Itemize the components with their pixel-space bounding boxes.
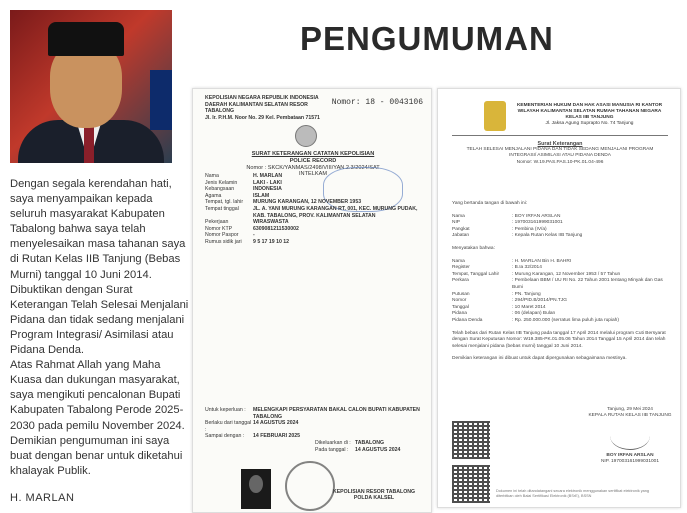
announcement-text <box>10 177 192 479</box>
field-row <box>205 173 420 180</box>
police-purpose: MELENGKAPI PERSYARATAN BAKAL CALON BUPATI KABUPATEN TABALONG <box>253 407 420 420</box>
field-row <box>452 305 670 312</box>
candidate-photo <box>10 10 172 163</box>
police-validity <box>205 407 420 453</box>
release-closing: Demikian keterangan ini dibuat untuk dapat dipergunakan sebagaimana mestinya. <box>452 356 627 362</box>
field-row <box>205 219 420 226</box>
field-row <box>452 259 670 266</box>
handwritten-signature-icon <box>610 422 650 450</box>
field-value: : Kepala Rutan Kelas IIB Tanjung <box>512 233 583 239</box>
field-value: ISLAM <box>253 192 270 199</box>
police-issued-date-label: Pada tanggal : <box>315 446 349 453</box>
police-purpose-row <box>205 407 420 420</box>
announcement-paragraph-3: Demikian pengumuman ini saya buat dengan benar untuk diketahui khalayak Publik. <box>10 434 183 477</box>
field-value: 6309081211530002 <box>253 225 299 232</box>
police-title-text: SURAT KETERANGAN CATATAN KEPOLISIAN <box>251 151 375 157</box>
ministry-logo-icon <box>484 101 506 131</box>
field-value: INDONESIA <box>253 186 282 193</box>
police-header-text: KEPOLISIAN NEGARA REPUBLIK INDONESIA DAERAH KALIMANTAN SELATAN RESOR TABALONG <box>205 95 319 114</box>
field-row <box>205 180 420 187</box>
release-sign-name: BOY IRFAN ARSLAN <box>606 453 654 458</box>
field-value: : BOY IRFAN ARSLAN <box>512 213 561 219</box>
release-footer: Dokumen ini telah ditandatangani secara elektronik menggunakan sertifikat elektronik yang diterbitkan oleh Balai Sertifikasi Elektronik (BSrE), BSSN <box>496 489 650 498</box>
field-row <box>452 265 670 272</box>
police-header <box>205 95 325 121</box>
release-header-text: KEMENTERIAN HUKUM DAN HAK ASASI MANUSIA RI KANTOR WILAYAH KALIMANTAN SELATAN RUMAH TAHANAN NEGARA KELAS IIB TANJUNG <box>516 103 663 120</box>
release-sign-title: KEPALA RUTAN KELAS IIB TANJUNG <box>588 413 672 418</box>
field-label: Tempat, Tanggal Lahir <box>452 271 500 277</box>
field-value: - <box>253 232 255 239</box>
field-label: Tanggal <box>452 304 469 310</box>
release-title <box>458 141 662 166</box>
field-value: : Pembelaan BBM / UU RI No. 22 Tahun 2001 tentang Minyak dan Gas Bumi <box>512 278 663 290</box>
field-label: Rumus sidik jari <box>205 238 242 245</box>
field-row <box>205 193 420 200</box>
field-row <box>205 186 420 193</box>
police-valid-to: 14 FEBRUARI 2025 <box>253 433 300 440</box>
page-title: PENGUMUMAN <box>300 20 554 57</box>
police-valid-from-row <box>205 420 420 433</box>
release-title-text: Surat Keterangan <box>537 141 583 147</box>
release-place-date: Tanjung, 29 Mei 2024 <box>607 407 653 412</box>
field-label: Nomor KTP <box>205 225 233 232</box>
field-value: : 10 Maret 2014 <box>512 304 546 310</box>
police-address: Jl. Ir. P.H.M. Noor No. 29 Kel. Pembataan 71571 <box>205 114 320 121</box>
field-label: Tempat tinggal <box>205 205 239 212</box>
release-letter-document <box>437 88 681 508</box>
police-record-number: Nomor: 18 - 0043106 <box>331 98 423 107</box>
announcement-paragraph-1: Dengan segala kerendahan hati, saya menyampaikan kepada seluruh masyarakat Kabupaten Tabalong bahwa saya telah menyelesaikan masa tahanan saya di Rutan Kelas IIB Tanjung (Bebas Murni) tanggal 10 Juni 2014. Dibuktikan dengan Surat Keterangan Telah Selesai Menjalani Pidana dan tidak sedang menjalani Program Integrasi/ Asimilasi atau Pidana Denda. <box>10 178 189 357</box>
background-banner <box>150 70 172 130</box>
field-value: : 294/PID.B/2014/PN.TJG <box>512 298 567 304</box>
field-row <box>452 298 670 305</box>
field-value: : B.Ia 32/2014 <box>512 265 542 271</box>
police-valid-from: 14 AGUSTUS 2024 <box>253 420 299 427</box>
field-label: Pekerjaan <box>205 219 229 226</box>
field-label: Nama <box>452 258 465 264</box>
field-value: : H. MARLAN Bin H. BAHRI <box>512 258 572 264</box>
police-emblem-icon <box>295 125 317 147</box>
field-value: H. MARLAN <box>253 173 283 179</box>
field-label: Nomor <box>452 298 467 304</box>
police-valid-from-label: Berlaku dari tanggal : <box>205 420 252 433</box>
field-label: Pangkat <box>452 226 470 232</box>
field-label: Tempat, tgl. lahir <box>205 199 244 206</box>
field-label: Jabatan <box>452 233 470 239</box>
police-valid-to-label: Sampai dengan : <box>205 433 245 440</box>
field-row <box>205 206 420 219</box>
field-label: Perkara <box>452 278 469 284</box>
police-signer: KEPOLISIAN RESOR TABALONG POLDA KALSEL <box>332 489 416 501</box>
qr-code-icon <box>452 465 490 503</box>
field-label: Jenis Kelamin <box>205 179 238 186</box>
field-label: Putusan <box>452 291 470 297</box>
field-label: Nomor Paspor <box>205 232 239 239</box>
release-sign-nip: NIP. 197003161999031001 <box>600 459 660 464</box>
field-value: : PN. Tanjung <box>512 291 541 297</box>
field-value: : Murung Karangan, 12 November 1953 / 57 Tahun <box>512 271 621 277</box>
field-value: : 06 (delapan) Bulan <box>512 311 556 317</box>
field-row <box>452 278 670 291</box>
police-round-stamp-icon <box>285 461 335 511</box>
police-record-document <box>192 88 432 513</box>
release-address: Jl. Jaksa Agung Suprapto No. 74 Tanjung <box>545 121 634 126</box>
police-fields <box>205 173 420 246</box>
release-signer-fields <box>452 214 670 240</box>
field-label: Pidana Denda <box>452 317 483 323</box>
field-value: WIRASWASTA <box>253 219 289 226</box>
announcement-paragraph-2: Atas Rahmat Allah yang Maha Kuasa dan dukungan masyarakat, saya mengikuti pencalonan Bupati Kabupaten Tabalong Perode 2025-2030 pada pemilu November 2024. <box>10 359 185 432</box>
field-row <box>205 239 420 246</box>
peci-cap-shape <box>48 22 124 56</box>
release-state: Menyatakan bahwa: <box>452 245 495 251</box>
police-subtitle-text: POLICE RECORD <box>289 157 337 164</box>
field-row <box>452 233 670 240</box>
field-value: : Rp. 250.000.000 (serratus lima puluh juta rupiah) <box>512 317 619 323</box>
police-ref-text: Nomor : SKCK/YANMAS/2498/VIII/YAN.2.3/2024/SAT INTELKAM <box>246 164 380 178</box>
release-intro: Yang bertanda tangan di bawah ini: <box>452 201 528 206</box>
release-body: Telah bebas dari Rutan Kelas IIB Tanjung pada tanggal 17 April 2014 melalui program Cuti Bersyarat dengan Surat Keputusan Nomor: W19.385-PK.01.05.06 Tahun 2014 Tanggal 15 April 2014 dan telah selesai menjalani pidana (bebas murni) tanggal 10 Juni 2014. <box>452 330 666 349</box>
field-row <box>452 311 670 318</box>
police-issued-at: TABALONG <box>355 439 385 446</box>
field-row <box>205 226 420 233</box>
header-divider <box>452 135 668 136</box>
release-number: Nomor: W.19.PAS.PAS.10-PK.01.04-496 <box>516 159 604 165</box>
field-row <box>205 199 420 206</box>
field-row <box>452 220 670 227</box>
police-id-photo <box>241 469 271 509</box>
release-content <box>452 201 670 363</box>
signature-name: H. MARLAN <box>10 492 75 504</box>
release-signature-block <box>588 407 672 465</box>
field-label: Kebangsaan <box>205 186 235 193</box>
field-value: LAKI - LAKI <box>253 179 282 186</box>
field-label: NIP <box>452 220 460 226</box>
field-label: Register <box>452 265 470 271</box>
release-subject-fields <box>452 259 670 325</box>
field-row <box>452 318 670 325</box>
tie-shape <box>84 126 94 163</box>
field-label: Agama <box>205 192 222 199</box>
release-subtitle-text: TELAH SELESAI MENJALANI PIDANA DAN TIDAK SEDANG MENJALANI PROGRAM INTEGRASI/ ASIMILASI ATAU PIDANA DENDA <box>466 147 654 159</box>
police-issued-date: 14 AGUSTUS 2024 <box>355 446 401 453</box>
police-valid-to-row <box>205 433 420 440</box>
field-value: : Pembina (IV/a) <box>512 226 547 232</box>
field-value: JL. A. YANI MURUNG KARANGAN RT. 001, KEC. MURUNG PUDAK, KAB. TABALONG, PROV. KALIMANTAN SELATAN <box>253 205 418 219</box>
field-value: 9 5 17 19 10 12 <box>253 238 290 245</box>
qr-code-icon <box>452 421 490 459</box>
field-value: : 197003161999031001 <box>512 220 563 226</box>
field-value: MURUNG KARANGAN, 12 NOVEMBER 1953 <box>253 199 362 206</box>
field-label: Pidana <box>452 311 467 317</box>
field-label: Nama <box>205 173 219 179</box>
field-label: Nama <box>452 213 465 219</box>
police-issued-date-row <box>315 447 420 454</box>
police-issued-at-label: Dikeluarkan di : <box>315 439 351 446</box>
police-purpose-label: Untuk keperluan : <box>205 407 246 413</box>
field-row <box>205 232 420 239</box>
release-header <box>512 103 667 127</box>
police-issued-at-row <box>315 440 420 447</box>
